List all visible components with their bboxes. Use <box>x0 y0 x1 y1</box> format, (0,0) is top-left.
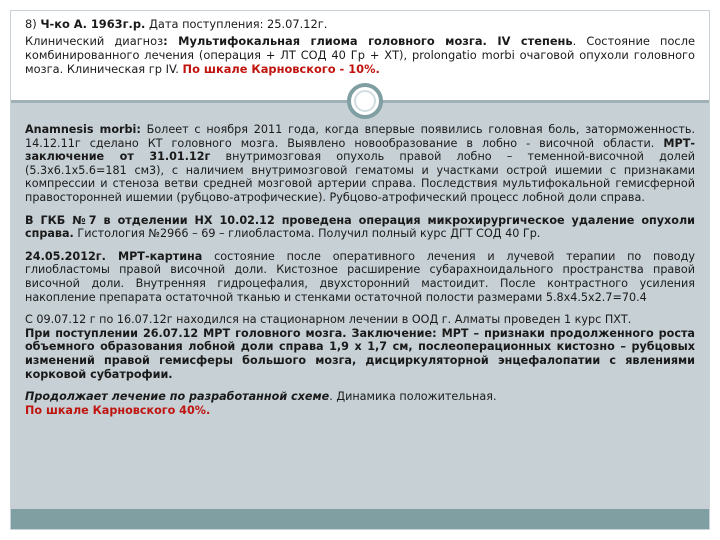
anamnesis-paragraph <box>25 123 695 205</box>
treatment-dynamics: . Динамика положительная. <box>329 390 497 404</box>
patient-line <box>25 17 695 31</box>
karnofsky-score-bottom: По шкале Карновского 40%. <box>25 403 211 417</box>
content-panel <box>11 103 709 509</box>
mrt-2012-text: состояние после оперативного лечения и лучевой терапии по поводу глиобластомы правой височной доли. Кистозное расширение субарахноидального пространства правой височной доли. Внутренняя гидроцефалия, двухсторонний мастоидит. После контрастного усиления накопление препарата остаточной тканью и стенками остаточной полости размерами 5.8х4.5х2.7=70.4 <box>25 249 695 304</box>
surgery-text: Гистология №2966 – 69 – глиобластома. Получил полный курс ДГТ СОД 40 Гр. <box>73 227 541 241</box>
diagnosis-text: : Мультифокальная глиома головного мозга. IV степень <box>163 34 573 48</box>
mrt-conclusion-label: МРТ-заключение от 31.01.12г <box>25 136 695 164</box>
admission-mrt-text: При поступлении 26.07.12 МРТ головного мозга. Заключение: МРТ – признаки продолженного роста объемного образования лобной доли справа 1,9 х 1,7 см, послеоперационных кистозно – рубцовых изменений правой гемисферы большого мозга, дисциркуляторной энцефалопатии с явлениями корковой субатрофии. <box>25 326 695 381</box>
surgery-bold: В ГКБ №7 в отделении НХ 10.02.12 проведена операция микрохирургическое удаление опухоли справа. <box>25 213 695 241</box>
treatment-paragraph <box>25 390 695 404</box>
anamnesis-label: Anamnesis morbi: <box>25 123 141 136</box>
admission-date: Дата поступления: 25.07.12г. <box>145 17 328 31</box>
diagnosis-paragraph <box>25 34 695 76</box>
inpatient-paragraph <box>25 313 695 327</box>
divider-circle-ornament <box>347 83 383 119</box>
diagnosis-label: Клинический диагноз <box>25 34 164 48</box>
slide <box>10 10 710 530</box>
footer-bar <box>11 509 709 529</box>
case-number: 8) <box>25 17 41 31</box>
mrt-conclusion-text: внутримозговая опухоль правой лобно – теменной-височной долей (5.3х6.1х5.6=181 см3), с наличием внутримозговой гематомы и участками острой ишемии с признаками компрессии и стеноза ветви средней мозговой артерии справа. Последствия мультифокальной гемисферной правосторонней ишемии (рубцово-атрофические). Рубцово-атрофический процесс лобной доли справа. <box>25 150 695 204</box>
mrt-2012-label: 24.05.2012г. МРТ-картина <box>25 249 203 263</box>
inpatient-text: С 09.07.12 г по 16.07.12г находился на стационарном лечении в ООД г. Алматы проведен 1 курс ПХТ. <box>25 313 632 327</box>
anamnesis-text: Болеет с ноября 2011 года, когда впервые появились головная боль, заторможенность. 14.12.11г сделано КТ головного мозга. Выявлено новообразование в лобно - височной области. <box>25 123 696 150</box>
treatment-scheme: Продолжает лечение по разработанной схеме <box>25 390 330 404</box>
patient-name: Ч-ко А. 1963г.р. <box>40 17 146 31</box>
mrt-2012-paragraph <box>25 250 695 304</box>
karnofsky-paragraph <box>25 404 695 418</box>
surgery-paragraph <box>25 214 695 241</box>
state-text: . Состояние после комбинированного лечения (операция + ЛТ СОД 40 Гр + ХТ), prolongatio morbi очаговой опухоли головного мозга. Клиническая гр IV. <box>25 34 695 76</box>
karnofsky-score-top: По шкале Карновского - 10%. <box>182 62 380 76</box>
admission-mrt-paragraph <box>25 327 695 381</box>
